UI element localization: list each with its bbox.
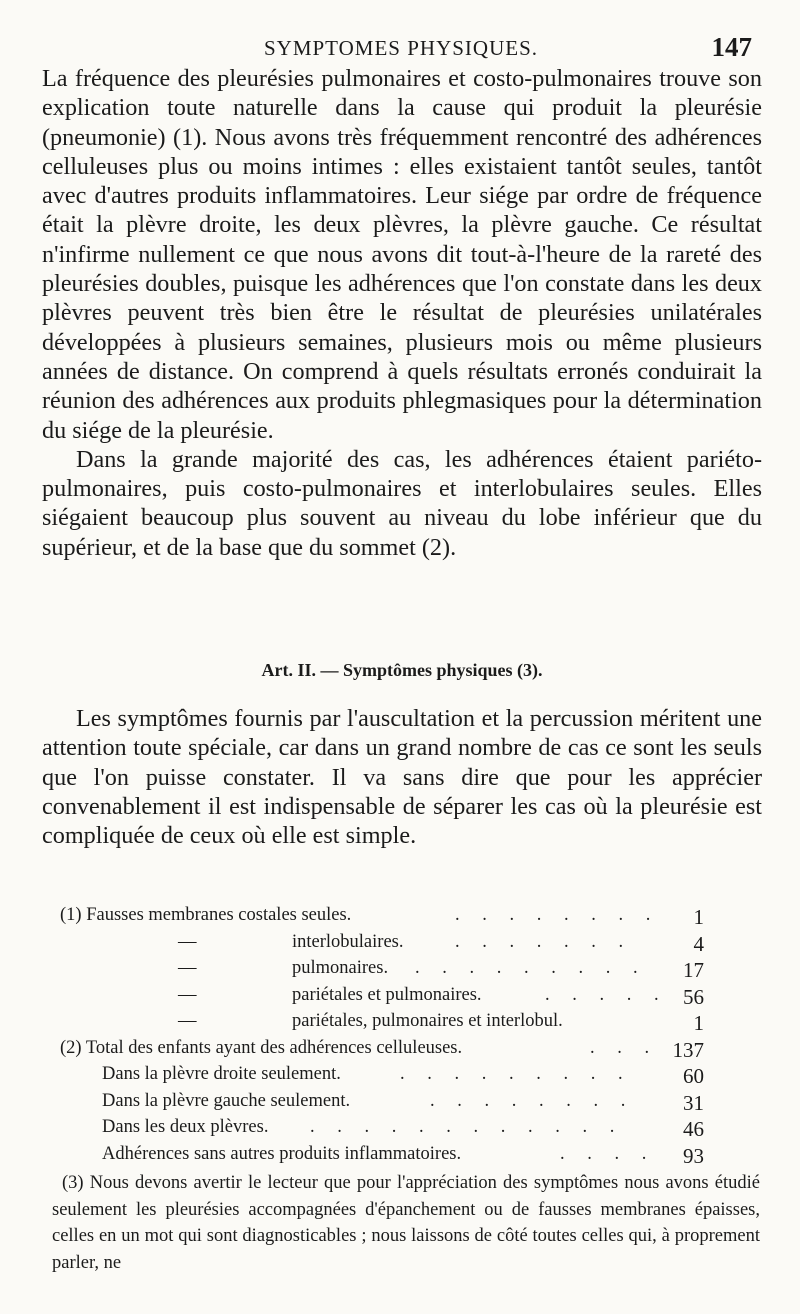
footnote-3-text: (3) Nous devons avertir le lecteur que pour l'appréciation des symptômes nous avons étudié seulement les pleurésies accompagnées d'épanchement ou de fausses membranes épaisses, celles en un mot qui sont diagnosticables ; nous laissons de côté toutes celles qui, à proprement parler, ne <box>52 1173 760 1273</box>
leader-dots: . . . . . . . <box>455 931 633 952</box>
note2-row-value: 60 <box>683 1064 704 1088</box>
main-text-block <box>42 64 762 562</box>
note2-row <box>60 1144 760 1171</box>
note1-row-value: 17 <box>683 958 704 982</box>
leader-dots: . . . . . . . . . <box>415 958 647 978</box>
note2-row-value: 137 <box>672 1037 704 1062</box>
note2-row-label: Dans la plèvre droite seulement. <box>102 1064 341 1084</box>
section-title: Art. II. — Symptômes physiques (3). <box>261 660 543 680</box>
ditto-dash: — <box>178 931 197 952</box>
leader-dots: . . . . . <box>545 984 668 1005</box>
section-text-block <box>42 704 762 850</box>
note2-row <box>60 1117 760 1144</box>
paragraph-2: Dans la grande majorité des cas, les adhérences étaient pariéto-pulmonaires, puis costo-pulmonaires et interlobulaires seules. Elles siégaient beaucoup plus souvent au niveau du lobe inférieur que du supérieur, et de la base que du sommet (2). <box>42 445 762 561</box>
note1-row <box>60 1011 760 1038</box>
ditto-dash: — <box>178 958 197 978</box>
note2-row-value: 46 <box>683 1117 704 1141</box>
page-number: 147 <box>711 32 752 62</box>
note1-row-label: pulmonaires. <box>292 958 389 978</box>
note1-row-value: 1 <box>693 1011 704 1035</box>
page-header <box>40 32 762 62</box>
note2-row-label: Adhérences sans autres produits inflammatoires. <box>102 1143 462 1164</box>
note1-row-value: 1 <box>693 905 704 929</box>
note1-row-value: 56 <box>683 984 704 1009</box>
footnote-3 <box>52 1170 760 1276</box>
note2-row-label: Total des enfants ayant des adhérences celluleuses. <box>85 1037 463 1058</box>
note1-row <box>60 958 760 985</box>
note2-row-label: Dans la plèvre gauche seulement. <box>102 1090 351 1111</box>
note1-row-value: 4 <box>693 931 704 956</box>
note2-row <box>60 1091 760 1118</box>
leader-dots: . . . . . . . . . <box>400 1064 632 1084</box>
note1-row-label: pariétales, pulmonaires et interlobul. <box>292 1011 563 1031</box>
note2-row-value: 93 <box>683 1143 704 1168</box>
note1-row-label: Fausses membranes costales seules. <box>86 905 352 925</box>
leader-dots: . . . . <box>560 1143 656 1164</box>
leader-dots: . . . . . . . . . . . . <box>310 1117 624 1137</box>
note2-row <box>60 1038 760 1065</box>
paragraph-3: Les symptômes fournis par l'auscultation et la percussion méritent une attention toute spéciale, car dans un grand nombre de cas ce sont les seuls que l'on puisse constater. Il va sans dire que pour les apprécier convenablement il est indispensable de séparer les cas où la pleurésie est compliquée de ceux où elle est simple. <box>42 705 762 850</box>
note2-row-label: Dans les deux plèvres. <box>102 1117 269 1137</box>
note1-row-label: pariétales et pulmonaires. <box>292 984 482 1005</box>
note1-row <box>60 985 760 1012</box>
note1-row <box>60 932 760 959</box>
note2-row-value: 31 <box>683 1090 704 1115</box>
note2-marker: (2) <box>60 1037 82 1058</box>
note1-marker: (1) <box>60 905 82 925</box>
note1-row <box>60 905 760 932</box>
paragraph-1: La fréquence des pleurésies pulmonaires et costo-pulmonaires trouve son explication toute naturelle dans la cause qui produit la pleurésie (pneumonie) (1). Nous avons très fréquemment rencontré des adhérences celluleuses plus ou moins intimes : elles existaient tantôt seules, tantôt avec d'autres produits inflammatoires. Leur siége par ordre de fréquence était la plèvre droite, les deux plèvres, la plèvre gauche. Ce résultat n'infirme nullement ce que nous avons dit tout-à-l'heure de la rareté des pleurésies doubles, puisque les adhérences que l'on constate dans les deux plèvres peuvent très bien être le résultat de pleurésies unilatérales développées à plusieurs semaines, plusieurs mois ou même plusieurs années de distance. On comprend à quels résultats erronés conduirait la réunion des adhérences aux produits phlegmasiques pour la détermination du siége de la pleurésie. <box>42 65 762 444</box>
footnotes-tables <box>60 905 760 1170</box>
leader-dots: . . . . . . . . <box>430 1090 635 1111</box>
note1-row-label: interlobulaires. <box>292 931 404 952</box>
running-title: SYMPTOMES PHYSIQUES. <box>263 36 538 60</box>
ditto-dash: — <box>178 984 197 1005</box>
leader-dots: . . . . . . . . <box>455 905 660 925</box>
note2-row <box>60 1064 760 1091</box>
leader-dots: . . . <box>590 1037 659 1058</box>
ditto-dash: — <box>178 1011 197 1031</box>
